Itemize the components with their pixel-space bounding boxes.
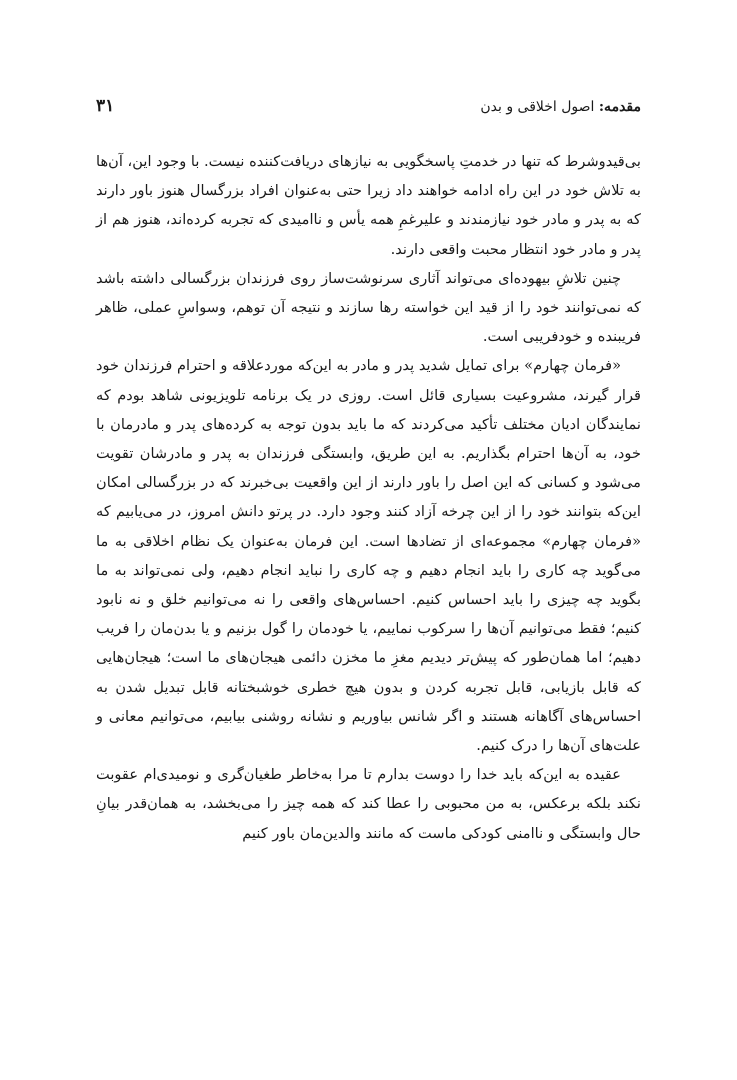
paragraph: چنین تلاشِ بیهوده‌ای می‌تواند آثاری سرنوشت‌ساز روی فرزندان بزرگسالی داشته باشد که نمی‌توانند خود را از قید این خواسته رها سازند و نتیجه آن توهم، وسواسِ عملی، ظاهر فریبنده و خودفریبی است.: [96, 269, 641, 346]
running-head: [480, 99, 641, 115]
page-header: [96, 96, 641, 122]
paragraph: عقیده به این‌که باید خدا را دوست بدارم تا مرا به‌خاطر طغیان‌گری و نومیدی‌ام عقوبت نکند بلکه برعکس، به من محبوبی را عطا کند که همه چیز را می‌بخشد، به همان‌قدر بیانِ حال وابستگی و ناامنی کودکی ماست که مانند والدین‌مان باور کنیم: [96, 766, 641, 842]
body-text: [96, 147, 641, 848]
paragraph: بی‌قیدوشرط که تنها در خدمتِ پاسخگویی به نیازهای دریافت‌کننده نیست. با وجود این، آن‌ها به تلاش خود در این راه ادامه خواهند داد زیرا حتی به‌عنوان افراد بزرگسال هنوز باور دارند که به پدر و مادر خود نیازمندند و علیرغمِ همه یأس و ناامیدی که تجربه کرده‌اند، هنوز هم از پدر و مادر خود انتظار محبت واقعی دارند.: [96, 153, 641, 258]
running-head-title: اصول اخلاقی و بدن: [480, 99, 599, 115]
paragraph: «فرمان چهارم» برای تمایل شدید پدر و مادر به این‌که موردعلاقه و احترام فرزندان خود قرار گیرند، مشروعیت بسیاری قائل است. روزی در یک برنامه تلویزیونی شاهد بودم که نمایندگان ادیان مختلف تأکید می‌کردند که ما باید بدون توجه به کرده‌های پدر و مادرمان با خود، به آن‌ها احترام بگذاریم. به این طریق، وابستگی فرزندان به پدر و مادرشان تقویت می‌شود و کسانی که این اصل را باور دارند از این واقعیت بی‌خبرند که در بزرگسالی امکان این‌که بتوانند خود را از این چرخه آزاد کنند وجود دارد. در پرتو دانش امروز، در می‌یابیم که «فرمان چهارم» مجموعه‌ای از تضادها است. این فرمان به‌عنوان یک نظام اخلاقی به ما می‌گوید چه کاری را باید انجام دهیم و چه کاری را نباید انجام دهیم، ولی نمی‌تواند به ما بگوید چه چیزی را باید احساس کنیم. احساس‌های واقعی را نه می‌توانیم خلق و نه نابود کنیم؛ فقط می‌توانیم آن‌ها را سرکوب نماییم، یا خودمان را گول بزنیم و یا بدن‌مان را فریب دهیم؛ اما همان‌طور که پیش‌تر دیدیم مغزِ ما مخزن دائمی هیجان‌های ما است؛ هیجان‌هایی که قابل بازیابی، قابل تجربه کردن و بدون هیچ خطری خوشبختانه قابل تبدیل شدن به احساس‌های آگاهانه هستند و اگر شانس بیاوریم و نشانه روشنی بیابیم، می‌توانیم معانی و علت‌های آن‌ها را درک کنیم.: [96, 357, 641, 755]
running-head-bold: مقدمه:: [598, 99, 641, 115]
page-number: ۳۱: [96, 96, 115, 116]
